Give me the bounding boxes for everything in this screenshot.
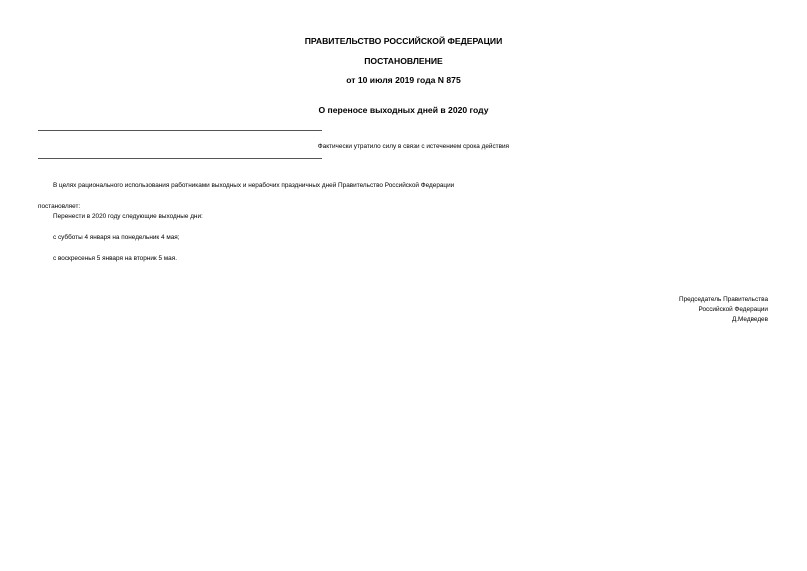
signatory-position-line1: Председатель Правительства [679, 296, 768, 303]
transfer-item: с субботы 4 января на понедельник 4 мая; [53, 234, 180, 241]
document-title: О переносе выходных дней в 2020 году [318, 105, 489, 115]
status-note: Фактически утратило силу в связи с истечением срока действия [317, 143, 509, 150]
transfer-item: с воскресенья 5 января на вторник 5 мая. [53, 255, 177, 262]
document-date-number: от 10 июля 2019 года N 875 [346, 75, 461, 85]
signatory-position-line2: Российской Федерации [698, 306, 768, 313]
top-divider [38, 130, 322, 131]
document-type: ПОСТАНОВЛЕНИЕ [364, 56, 443, 66]
transfer-intro: Перенести в 2020 году следующие выходные дни: [53, 213, 203, 220]
preamble-paragraph: В целях рационального использования работниками выходных и нерабочих праздничных дней Правительство Российской Федерации [53, 182, 455, 189]
bottom-divider [38, 158, 322, 159]
resolution-word: постановляет: [38, 203, 81, 210]
issuing-authority: ПРАВИТЕЛЬСТВО РОССИЙСКОЙ ФЕДЕРАЦИИ [304, 36, 503, 46]
signatory-name: Д.Медведев [731, 316, 768, 323]
